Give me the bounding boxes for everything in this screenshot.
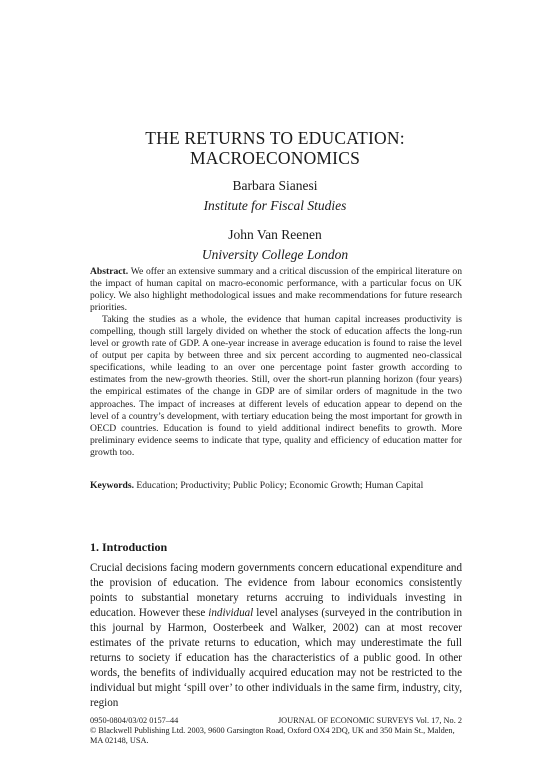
abstract-paragraph-1	[90, 266, 462, 314]
introduction-paragraph	[90, 561, 462, 711]
page-footer	[90, 716, 462, 746]
intro-emphasis: individual	[208, 606, 254, 619]
abstract-paragraph-2: Taking the studies as a whole, the evidence that human capital increases productivity is compelling, though still largely divided on whether the stock of education affects the long-run level or growth rate of GDP. A one-year increase in average education is found to raise the level of output per capita by between three and six percent according to augmented neo-classical specifications, while leading to an over one percentage point faster growth according to estimates from the new-growth theories. Still, over the short-run planning horizon (four years) the empirical estimates of the change in GDP are of similar orders of magnitude in the two approaches. The impact of increases at different levels of education appear to depend on the level of a country’s development, with tertiary education being the most important for growth in OECD countries. Education is found to yield additional indirect benefits to growth. More preliminary evidence seems to indicate that type, quality and efficiency of education matter for growth too.	[90, 314, 462, 458]
intro-text-part-2: level analyses (surveyed in the contribution in this journal by Harmon, Oosterbeek and Walker, 2002) can at most recover estimates of the private returns to education, which may underestimate the full returns to society if education has the characteristics of a public good. In other words, the benefits of individually acquired education may not be restricted to the individual but might ‘spill over’ to other individuals in the same firm, industry, city, region	[90, 606, 463, 709]
author-affiliation-2: University College London	[201, 247, 349, 262]
keywords	[90, 480, 462, 492]
keywords-text: Education; Productivity; Public Policy; Economic Growth; Human Capital	[136, 480, 424, 491]
paper-title-line-2: MACROECONOMICS	[189, 148, 361, 168]
author-name-1: Barbara Sianesi	[232, 178, 318, 193]
abstract	[90, 266, 462, 459]
abstract-label: Abstract.	[90, 266, 129, 277]
abstract-text-1: We offer an extensive summary and a critical discussion of the empirical literature on the impact of human capital on macro-economic performance, with a particular focus on UK policy. We also highlight methodological issues and make recommendations for future research priorities.	[90, 266, 462, 314]
keywords-label: Keywords.	[90, 480, 134, 491]
footer-issn-code: 0950-0804/03/02 0157–44	[90, 716, 179, 725]
paper-title-line-1: THE RETURNS TO EDUCATION:	[145, 128, 405, 148]
section-heading: 1. Introduction	[90, 540, 168, 554]
intro-text-part-1: Crucial decisions facing modern governments concern educational expenditure and the provision of education. The evidence from labour economics consistently points to substantial monetary returns accruing to individuals investing in education. However these	[90, 562, 462, 619]
footer-journal-info: JOURNAL OF ECONOMIC SURVEYS Vol. 17, No. 2	[277, 716, 462, 725]
author-name-2: John Van Reenen	[228, 227, 322, 242]
author-affiliation-1: Institute for Fiscal Studies	[203, 198, 347, 213]
paper-title	[0, 128, 550, 168]
footer-copyright: © Blackwell Publishing Ltd. 2003, 9600 Garsington Road, Oxford OX4 2DQ, UK and 350 Main St., Malden, MA 02148, USA.	[90, 726, 455, 745]
